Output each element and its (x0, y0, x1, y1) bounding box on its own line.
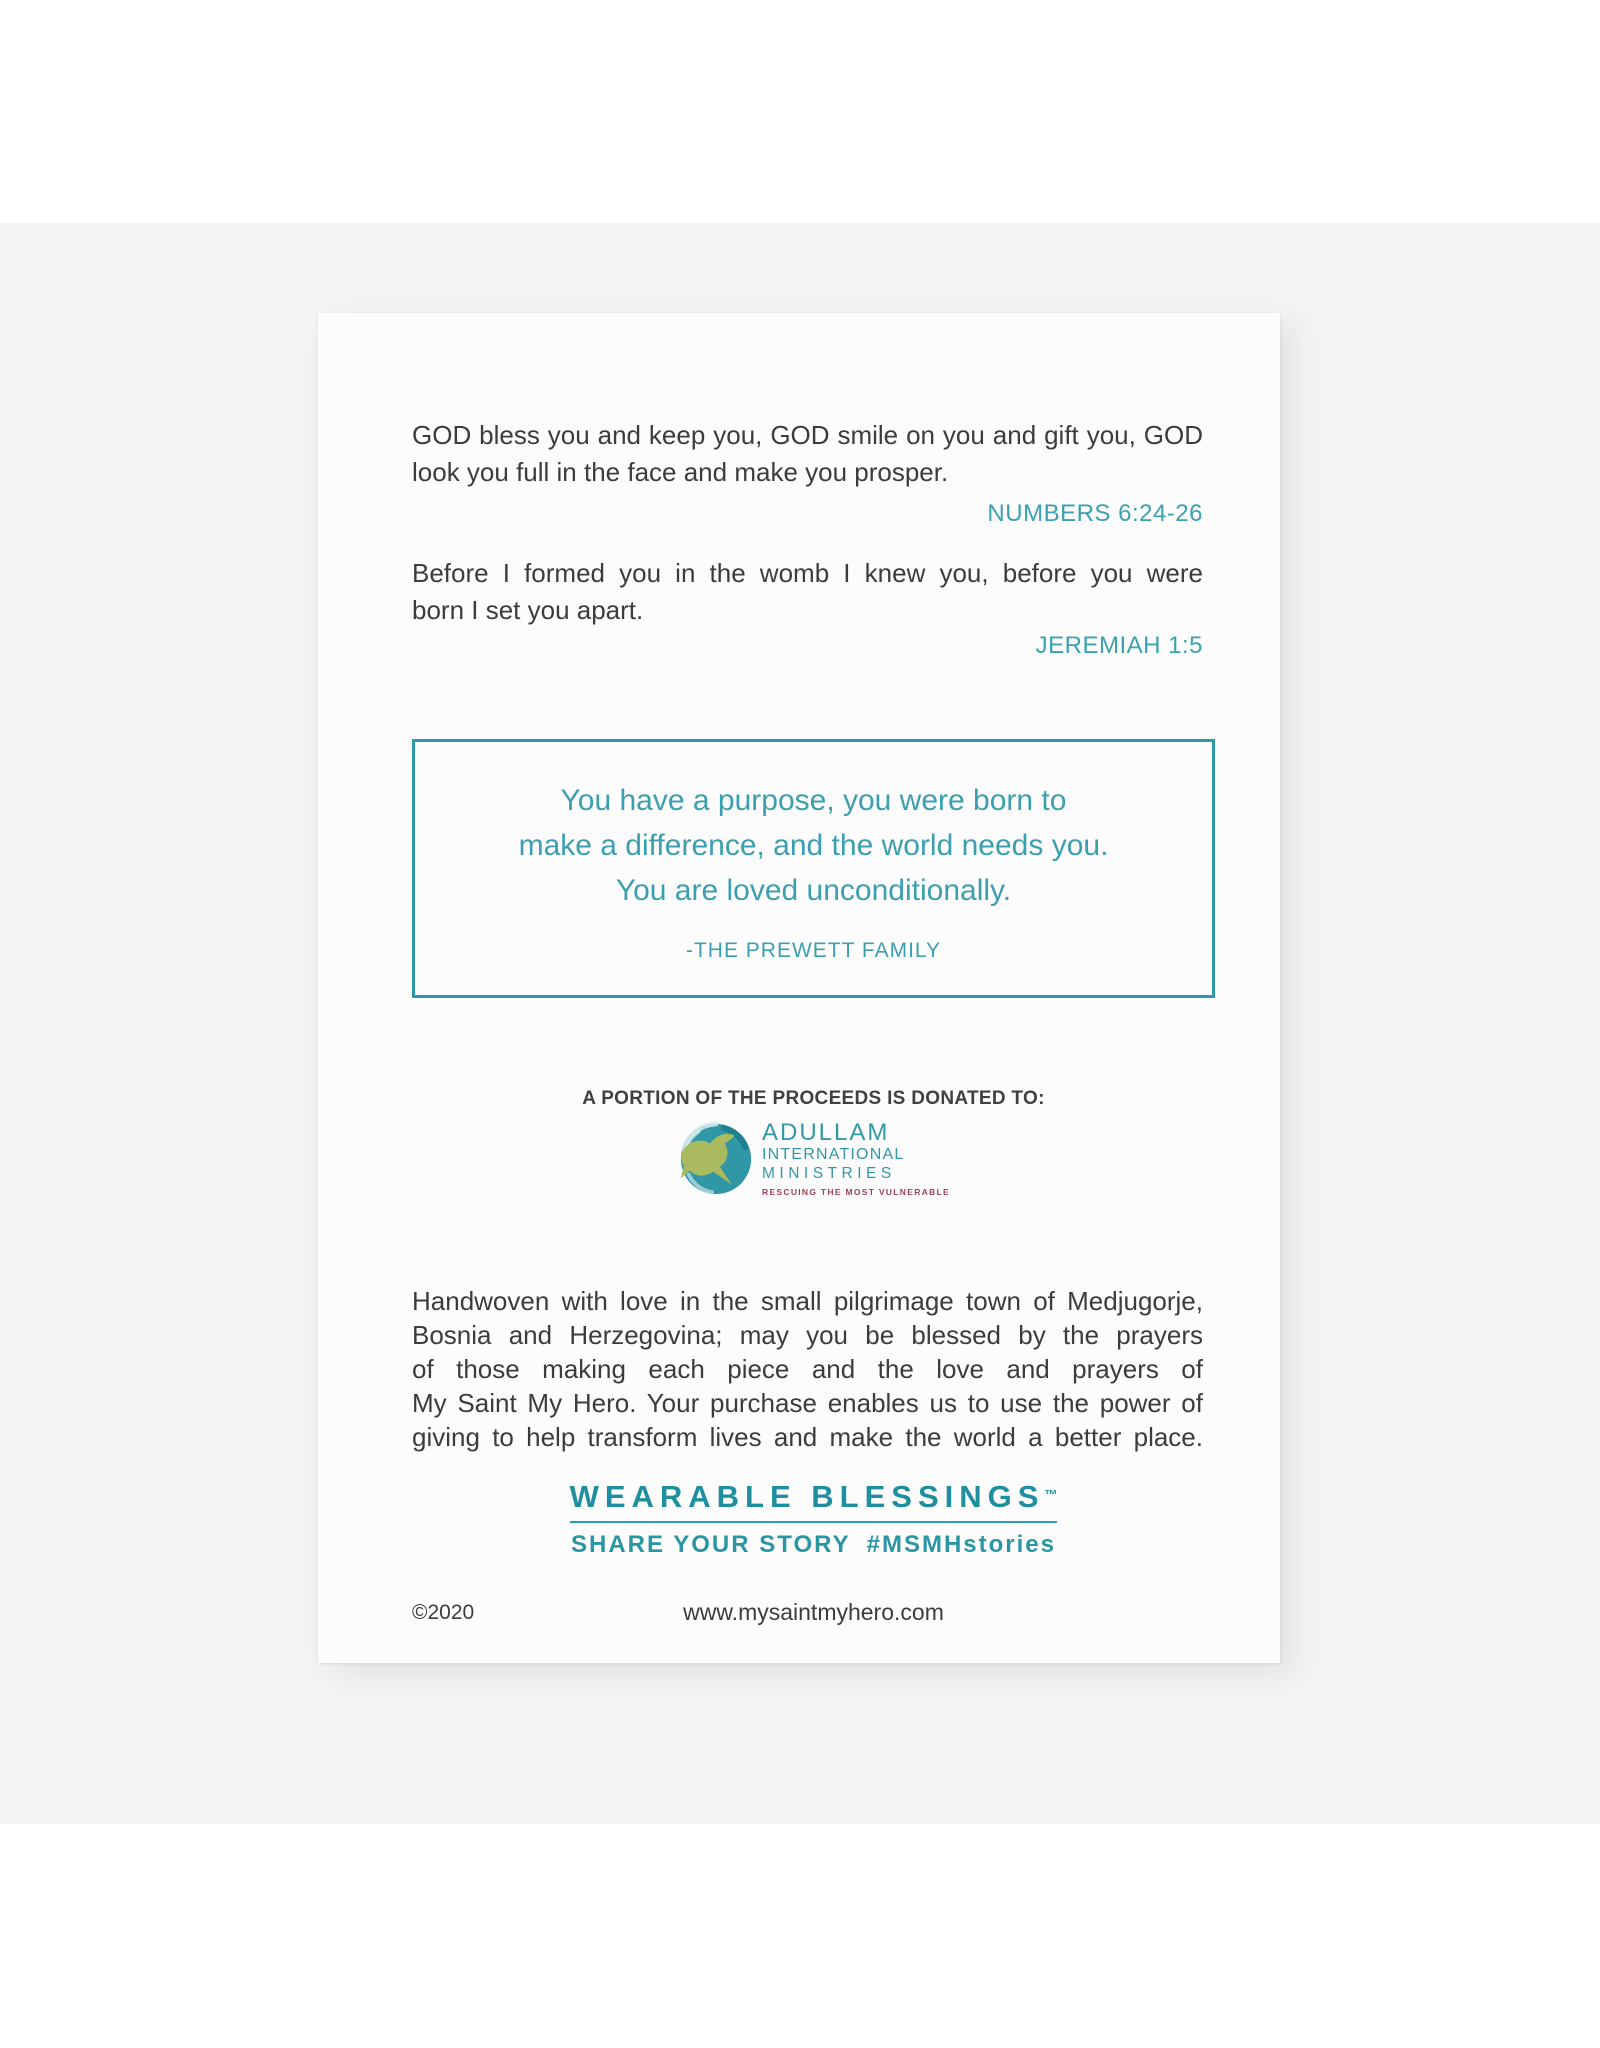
logo-name-line1: ADULLAM (762, 1118, 890, 1146)
card-content (412, 313, 1215, 1629)
verse-line: Before I formed you in the womb I knew you, before you were (412, 558, 1203, 588)
quote-box (412, 739, 1215, 998)
quote-attribution: -THE PREWETT FAMILY (685, 939, 942, 962)
donation-heading: A PORTION OF THE PROCEEDS IS DONATED TO: (582, 1088, 1045, 1109)
description-line: Bosnia and Herzegovina; may you be blessed by the prayers (412, 1320, 1203, 1350)
quote-line: You are loved unconditionally. (615, 874, 1012, 907)
wearable-blessings-wordmark (412, 1480, 1215, 1523)
website-url: www.mysaintmyhero.com (683, 1599, 944, 1625)
logo-name-line3: MINISTRIES (762, 1164, 896, 1182)
description-line: of those making each piece and the love and prayers of (412, 1354, 1203, 1384)
verse-numbers (412, 417, 1203, 491)
quote-line: make a difference, and the world needs you. (518, 829, 1109, 862)
card-footer (412, 1599, 1215, 1629)
wordmark-text: WEARABLE BLESSINGS (569, 1479, 1045, 1514)
verse-line: look you full in the face and make you prosper. (412, 457, 949, 487)
adullam-logo (412, 1120, 1215, 1198)
description-line: Handwoven with love in the small pilgrimage town of Medjugorje, (412, 1286, 1203, 1316)
verse-line: born I set you apart. (412, 595, 644, 625)
copyright-notice: ©2020 (412, 1601, 475, 1624)
verse-line: GOD bless you and keep you, GOD smile on you and gift you, GOD (412, 420, 1203, 450)
dove-globe-icon (677, 1120, 755, 1198)
scripture-reference-numbers: NUMBERS 6:24-26 (987, 500, 1203, 527)
scripture-reference-jeremiah: JEREMIAH 1:5 (1035, 632, 1203, 659)
logo-wordmark (762, 1118, 950, 1198)
logo-tagline: RESCUING THE MOST VULNERABLE (762, 1186, 950, 1197)
msmh-hashtag: #MSMHstories (866, 1531, 1056, 1558)
quote-line: You have a purpose, you were born to (560, 784, 1067, 817)
description-line: giving to help transform lives and make the world a better place. (412, 1422, 1203, 1452)
share-your-story-line (412, 1531, 1215, 1559)
logo-name-line2: INTERNATIONAL (762, 1145, 905, 1163)
description-paragraph (412, 1284, 1203, 1454)
product-card-back (318, 313, 1280, 1663)
trademark-symbol: ™ (1044, 1487, 1058, 1502)
description-line: My Saint My Hero. Your purchase enables us to use the power of (412, 1388, 1203, 1418)
verse-jeremiah (412, 555, 1203, 629)
share-your-story-label: SHARE YOUR STORY (571, 1531, 851, 1558)
